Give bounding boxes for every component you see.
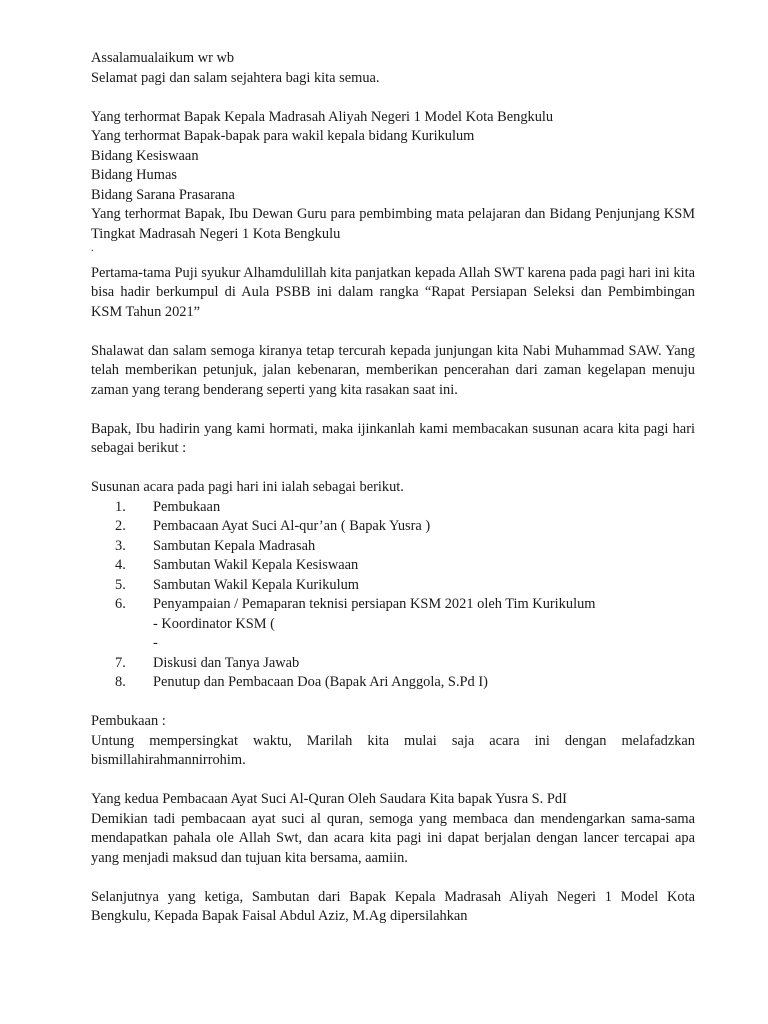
honor-line: Yang terhormat Bapak-bapak para wakil kepala bidang Kurikulum: [91, 128, 475, 144]
agenda-text: Pembukaan: [153, 498, 221, 515]
agenda-item: [91, 673, 695, 693]
section-heading: Pembukaan :: [91, 713, 166, 729]
spacer: [91, 322, 695, 342]
agenda-item: [91, 498, 695, 518]
agenda-text: Sambutan Wakil Kepala Kesiswaan: [153, 557, 359, 573]
agenda-number: 8.: [115, 674, 126, 690]
agenda-number: 5.: [115, 576, 126, 593]
spacer: [91, 693, 695, 713]
honor-line: Bidang Kesiswaan: [91, 147, 199, 164]
honor-line: Bidang Sarana Prasarana: [91, 186, 235, 203]
greeting-line: Assalamualaikum wr wb: [91, 50, 235, 66]
paragraph: Demikian tadi pembacaan ayat suci al quran, semoga yang membaca dan mendengarkan sama-sama mendapatkan pahala ole Allah Swt, dan acara kita pagi ini dapat berjalan dengan lancer tercapai apa yang menjadi maksud dan tujuan kita bersama, aamiin.: [91, 810, 695, 866]
paragraph: Untung mempersingkat waktu, Marilah kita mulai saja acara ini dengan melafadzkan bismillahirahmannirrohim.: [91, 732, 695, 768]
agenda-number: 3.: [115, 537, 126, 554]
paragraph: Pertama-tama Puji syukur Alhamdulillah kita panjatkan kepada Allah SWT karena pada pagi hari ini kita bisa hadir berkumpul di Aula PSBB ini dalam rangka “Rapat Persiapan Seleksi dan Pembimbingan KSM Tahun 2021”: [91, 264, 695, 320]
agenda-number: 6.: [115, 596, 126, 612]
agenda-text: Pembacaan Ayat Suci Al-qur’an ( Bapak Yusra ): [153, 518, 431, 534]
agenda-text: Diskusi dan Tanya Jawab: [153, 654, 300, 671]
section-heading: Yang kedua Pembacaan Ayat Suci Al-Quran Oleh Saudara Kita bapak Yusra S. PdI: [91, 791, 567, 807]
spacer: [91, 771, 695, 791]
agenda-text: Penutup dan Pembacaan Doa (Bapak Ari Anggola, S.Pd I): [153, 674, 488, 690]
agenda-text: Sambutan Wakil Kepala Kurikulum: [153, 576, 360, 593]
agenda-item: [91, 595, 695, 654]
agenda-item: [91, 576, 695, 596]
agenda-number: 7.: [115, 654, 126, 671]
spacer: [91, 400, 695, 420]
honor-line: Yang terhormat Bapak, Ibu Dewan Guru para pembimbing mata pelajaran dan Bidang Penjunjang KSM Tingkat Madrasah Negeri 1 Kota Bengkulu: [91, 206, 695, 242]
agenda-item: [91, 556, 695, 576]
agenda-intro: Susunan acara pada pagi hari ini ialah sebagai berikut.: [91, 479, 404, 495]
agenda-list: [91, 498, 695, 693]
spacer: [91, 459, 695, 479]
spacer: [91, 88, 695, 108]
agenda-number: 2.: [115, 518, 126, 534]
agenda-subitem: -: [153, 635, 158, 651]
agenda-text: Sambutan Kepala Madrasah: [153, 537, 316, 554]
agenda-item: [91, 654, 695, 674]
paragraph: Bapak, Ibu hadirin yang kami hormati, maka ijinkanlah kami membacakan susunan acara kita pagi hari sebagai berikut :: [91, 420, 695, 456]
dot-marker: .: [91, 243, 94, 254]
spacer: [91, 868, 695, 888]
agenda-number: 4.: [115, 557, 126, 573]
salutation-line: Selamat pagi dan salam sejahtera bagi kita semua.: [91, 69, 380, 86]
honor-line: Yang terhormat Bapak Kepala Madrasah Aliyah Negeri 1 Model Kota Bengkulu: [91, 108, 554, 125]
agenda-item: [91, 517, 695, 537]
document-page: [91, 49, 695, 927]
agenda-text: Penyampaian / Pemaparan teknisi persiapan KSM 2021 oleh Tim Kurikulum: [153, 596, 596, 612]
paragraph: Selanjutnya yang ketiga, Sambutan dari Bapak Kepala Madrasah Aliyah Negeri 1 Model Kota Bengkulu, Kepada Bapak Faisal Abdul Aziz, M.Ag dipersilahkan: [91, 888, 695, 924]
agenda-subitem: - Koordinator KSM (: [153, 615, 275, 632]
agenda-number: 1.: [115, 498, 126, 515]
agenda-item: [91, 537, 695, 557]
honor-line: Bidang Humas: [91, 167, 177, 183]
paragraph: Shalawat dan salam semoga kiranya tetap tercurah kepada junjungan kita Nabi Muhammad SAW. Yang telah memberikan petunjuk, jalan kebenaran, memberikan pencerahan dari zaman kegelapan menuju zaman yang terang benderang seperti yang kita rasakan saat ini.: [91, 342, 695, 398]
